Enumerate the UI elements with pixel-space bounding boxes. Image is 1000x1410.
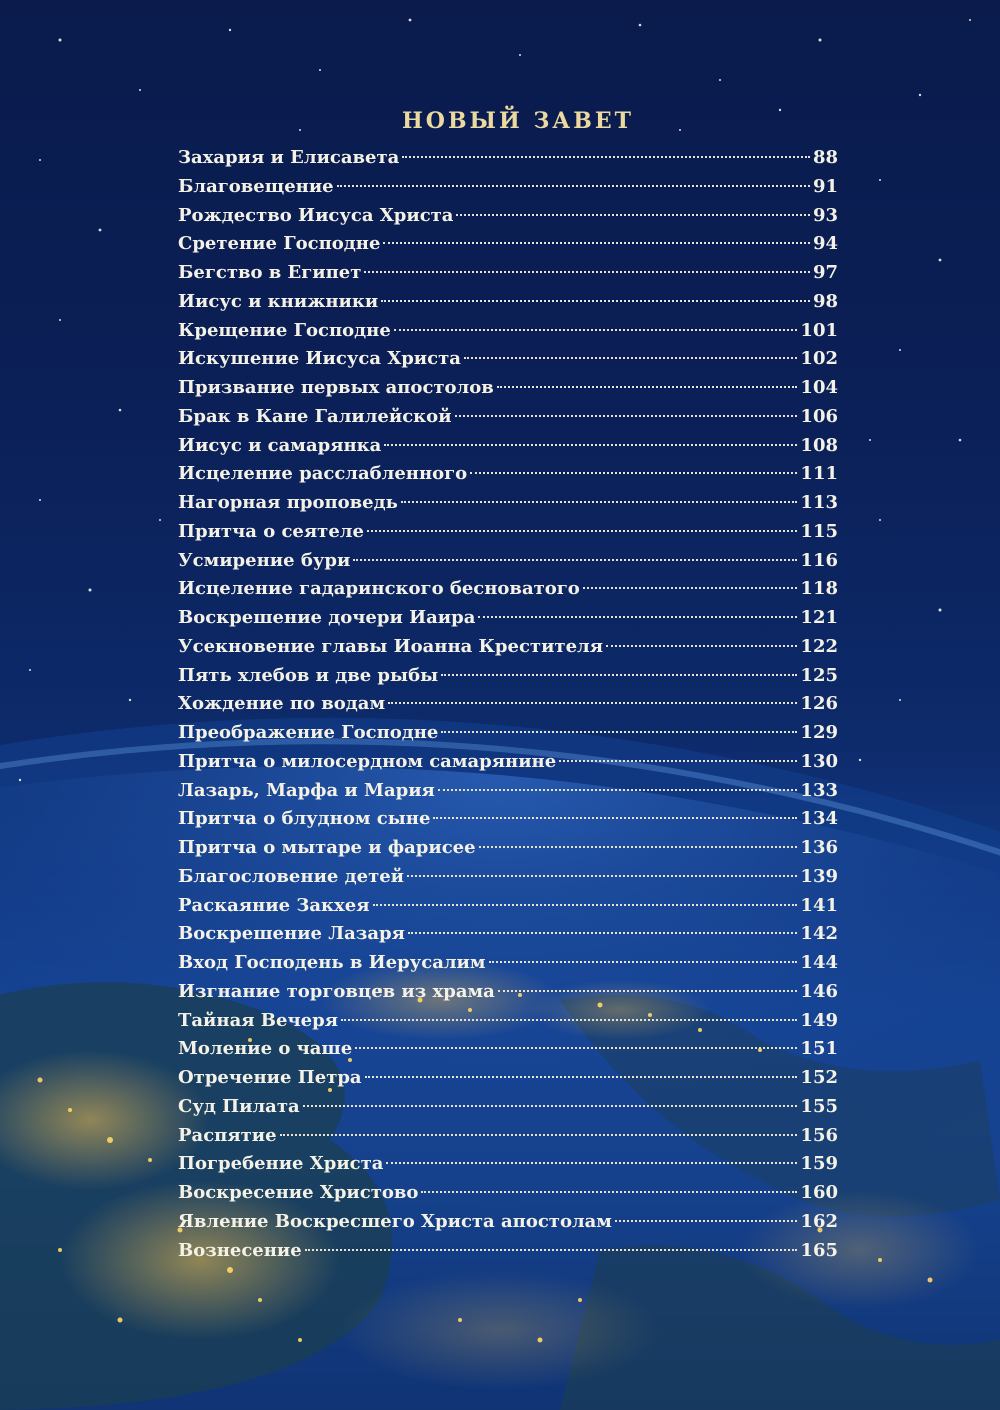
toc-entry[interactable] bbox=[178, 949, 838, 978]
dot-leader bbox=[305, 1249, 798, 1251]
entry-title: Тайная Вечеря bbox=[178, 1009, 338, 1031]
dot-leader bbox=[615, 1220, 797, 1222]
page-number: 155 bbox=[800, 1095, 838, 1117]
entry-title: Отречение Петра bbox=[178, 1067, 362, 1088]
page-number: 141 bbox=[800, 894, 838, 916]
entry-title: Раскаяние Закхея bbox=[178, 894, 370, 916]
page-number: 122 bbox=[800, 635, 838, 657]
toc-entry[interactable] bbox=[178, 575, 838, 604]
page-number: 136 bbox=[800, 837, 838, 858]
toc-entry[interactable] bbox=[178, 374, 838, 403]
entry-title: Притча о мытаре и фарисее bbox=[178, 837, 476, 858]
toc-entry[interactable] bbox=[178, 1093, 838, 1122]
page-number: 102 bbox=[800, 348, 838, 370]
entry-title: Усмирение бури bbox=[178, 549, 351, 571]
page-number: 121 bbox=[800, 607, 838, 628]
page-number: 162 bbox=[800, 1210, 838, 1232]
page-number: 98 bbox=[812, 290, 838, 312]
toc-entry[interactable] bbox=[178, 1208, 838, 1237]
page-number: 88 bbox=[812, 147, 838, 168]
entry-title: Нагорная проповедь bbox=[178, 492, 398, 513]
toc-entry[interactable] bbox=[178, 518, 838, 547]
dot-leader bbox=[365, 1076, 798, 1078]
toc-entry[interactable] bbox=[178, 777, 838, 806]
entry-title: Притча о сеятеле bbox=[178, 520, 364, 542]
page-number: 126 bbox=[800, 693, 838, 715]
page-number: 146 bbox=[800, 980, 838, 1002]
dot-leader bbox=[489, 961, 798, 963]
entry-title: Крещение Господне bbox=[178, 319, 391, 341]
toc-entry[interactable] bbox=[178, 345, 838, 374]
toc-entry[interactable] bbox=[178, 230, 838, 259]
dot-leader bbox=[383, 242, 810, 244]
page-number: 151 bbox=[800, 1038, 838, 1060]
dot-leader bbox=[606, 645, 797, 647]
entry-title: Усекновение главы Иоанна Крестителя bbox=[178, 635, 604, 657]
dot-leader bbox=[464, 357, 797, 359]
page-number: 97 bbox=[812, 262, 838, 283]
toc-entry[interactable] bbox=[178, 460, 838, 489]
page-number: 108 bbox=[800, 434, 838, 456]
toc-list bbox=[178, 144, 838, 1265]
toc-entry[interactable] bbox=[178, 403, 838, 432]
entry-title: Вознесение bbox=[178, 1239, 302, 1261]
toc-entry[interactable] bbox=[178, 317, 838, 346]
toc-entry[interactable] bbox=[178, 892, 838, 921]
toc-entry[interactable] bbox=[178, 834, 838, 863]
toc-entry[interactable] bbox=[178, 604, 838, 633]
dot-leader bbox=[388, 702, 797, 704]
dot-leader bbox=[341, 1019, 797, 1021]
entry-title: Пять хлебов и две рыбы bbox=[178, 664, 439, 686]
toc-entry[interactable] bbox=[178, 1122, 838, 1151]
entry-title: Иисус и книжники bbox=[178, 290, 379, 312]
dot-leader bbox=[438, 789, 798, 791]
dot-leader bbox=[456, 214, 809, 216]
entry-title: Исцеление расслабленного bbox=[178, 463, 468, 485]
dot-leader bbox=[355, 1047, 797, 1049]
entry-title: Искушение Иисуса Христа bbox=[178, 348, 461, 370]
dot-leader bbox=[583, 587, 798, 589]
entry-title: Вход Господень в Иерусалим bbox=[178, 952, 486, 973]
toc-entry[interactable] bbox=[178, 978, 838, 1007]
section-title: НОВЫЙ ЗАВЕТ bbox=[402, 108, 634, 134]
entry-title: Лазарь, Марфа и Мария bbox=[178, 779, 435, 801]
dot-leader bbox=[384, 444, 797, 446]
toc-entry[interactable] bbox=[178, 547, 838, 576]
dot-leader bbox=[353, 559, 797, 561]
entry-title: Хождение по водам bbox=[178, 693, 386, 715]
dot-leader bbox=[386, 1162, 797, 1164]
dot-leader bbox=[280, 1134, 798, 1136]
toc-entry[interactable] bbox=[178, 1150, 838, 1179]
entry-title: Преображение Господне bbox=[178, 722, 439, 743]
entry-title: Призвание первых апостолов bbox=[178, 377, 494, 398]
dot-leader bbox=[441, 731, 797, 733]
entry-title: Бегство в Египет bbox=[178, 262, 362, 283]
toc-entry[interactable] bbox=[178, 489, 838, 518]
toc-entry[interactable] bbox=[178, 1179, 838, 1208]
page-number: 165 bbox=[800, 1239, 838, 1261]
dot-leader bbox=[364, 271, 810, 273]
entry-title: Благословение детей bbox=[178, 865, 405, 887]
toc-entry[interactable] bbox=[178, 1007, 838, 1036]
dot-leader bbox=[433, 817, 797, 819]
entry-title: Воскрешение дочери Иаира bbox=[178, 607, 476, 628]
page-number: 91 bbox=[812, 175, 838, 197]
page-number: 116 bbox=[800, 549, 838, 571]
page-number: 159 bbox=[800, 1153, 838, 1175]
entry-title: Иисус и самарянка bbox=[178, 434, 382, 456]
entry-title: Притча о блудном сыне bbox=[178, 808, 431, 830]
toc-entry[interactable] bbox=[178, 259, 838, 288]
dot-leader bbox=[407, 875, 797, 877]
dot-leader bbox=[408, 932, 798, 934]
dot-leader bbox=[303, 1105, 798, 1107]
entry-title: Распятие bbox=[178, 1124, 277, 1146]
page-number: 160 bbox=[800, 1182, 838, 1203]
entry-title: Брак в Кане Галилейской bbox=[178, 405, 452, 427]
dot-leader bbox=[497, 386, 798, 388]
dot-leader bbox=[394, 329, 798, 331]
page-number: 144 bbox=[800, 952, 838, 973]
dot-leader bbox=[401, 501, 798, 503]
page-number: 139 bbox=[800, 865, 838, 887]
entry-title: Изгнание торговцев из храма bbox=[178, 980, 495, 1002]
toc-entry[interactable] bbox=[178, 690, 838, 719]
dot-leader bbox=[367, 530, 797, 532]
table-of-contents bbox=[178, 104, 838, 1265]
entry-title: Благовещение bbox=[178, 175, 334, 197]
dot-leader bbox=[455, 415, 798, 417]
page-number: 115 bbox=[800, 520, 838, 542]
toc-entry[interactable] bbox=[178, 1237, 838, 1266]
toc-entry[interactable] bbox=[178, 662, 838, 691]
page-number: 134 bbox=[800, 808, 838, 830]
toc-entry[interactable] bbox=[178, 1035, 838, 1064]
page-number: 142 bbox=[800, 923, 838, 945]
dot-leader bbox=[470, 472, 797, 474]
page-number: 113 bbox=[800, 492, 838, 513]
entry-title: Сретение Господне bbox=[178, 233, 381, 255]
entry-title: Погребение Христа bbox=[178, 1153, 384, 1175]
toc-entry[interactable] bbox=[178, 719, 838, 748]
entry-title: Воскресение Христово bbox=[178, 1182, 419, 1203]
toc-entry[interactable] bbox=[178, 633, 838, 662]
toc-entry[interactable] bbox=[178, 920, 838, 949]
page-number: 152 bbox=[800, 1067, 838, 1088]
entry-title: Явление Воскресшего Христа апостолам bbox=[178, 1210, 612, 1232]
toc-entry[interactable] bbox=[178, 432, 838, 461]
page-number: 130 bbox=[800, 750, 838, 772]
dot-leader bbox=[381, 300, 810, 302]
entry-title: Воскрешение Лазаря bbox=[178, 923, 405, 945]
entry-title: Притча о милосердном самарянине bbox=[178, 750, 557, 772]
dot-leader bbox=[402, 156, 810, 158]
page-number: 94 bbox=[812, 233, 838, 255]
dot-leader bbox=[498, 990, 798, 992]
toc-entry[interactable] bbox=[178, 1064, 838, 1093]
toc-entry[interactable] bbox=[178, 173, 838, 202]
dot-leader bbox=[337, 185, 810, 187]
page-number: 129 bbox=[800, 722, 838, 743]
dot-leader bbox=[421, 1191, 797, 1193]
toc-entry[interactable] bbox=[178, 144, 838, 173]
toc-entry[interactable] bbox=[178, 863, 838, 892]
page-number: 111 bbox=[800, 463, 838, 485]
entry-title: Захария и Елисавета bbox=[178, 147, 400, 168]
page-number: 93 bbox=[812, 204, 838, 226]
entry-title: Рождество Иисуса Христа bbox=[178, 204, 454, 226]
page-number: 156 bbox=[800, 1124, 838, 1146]
toc-entry[interactable] bbox=[178, 288, 838, 317]
dot-leader bbox=[373, 904, 798, 906]
page-number: 104 bbox=[800, 377, 838, 398]
dot-leader bbox=[478, 616, 797, 618]
page-number: 125 bbox=[800, 664, 838, 686]
entry-title: Моление о чаше bbox=[178, 1038, 353, 1060]
dot-leader bbox=[559, 760, 797, 762]
entry-title: Суд Пилата bbox=[178, 1095, 300, 1117]
page-number: 106 bbox=[800, 405, 838, 427]
dot-leader bbox=[441, 674, 797, 676]
page-number: 133 bbox=[800, 779, 838, 801]
page-number: 149 bbox=[800, 1009, 838, 1031]
toc-entry[interactable] bbox=[178, 748, 838, 777]
page-number: 118 bbox=[800, 578, 838, 600]
page-number: 101 bbox=[800, 319, 838, 341]
entry-title: Исцеление гадаринского бесноватого bbox=[178, 578, 580, 600]
toc-entry[interactable] bbox=[178, 202, 838, 231]
dot-leader bbox=[479, 846, 798, 848]
toc-entry[interactable] bbox=[178, 805, 838, 834]
